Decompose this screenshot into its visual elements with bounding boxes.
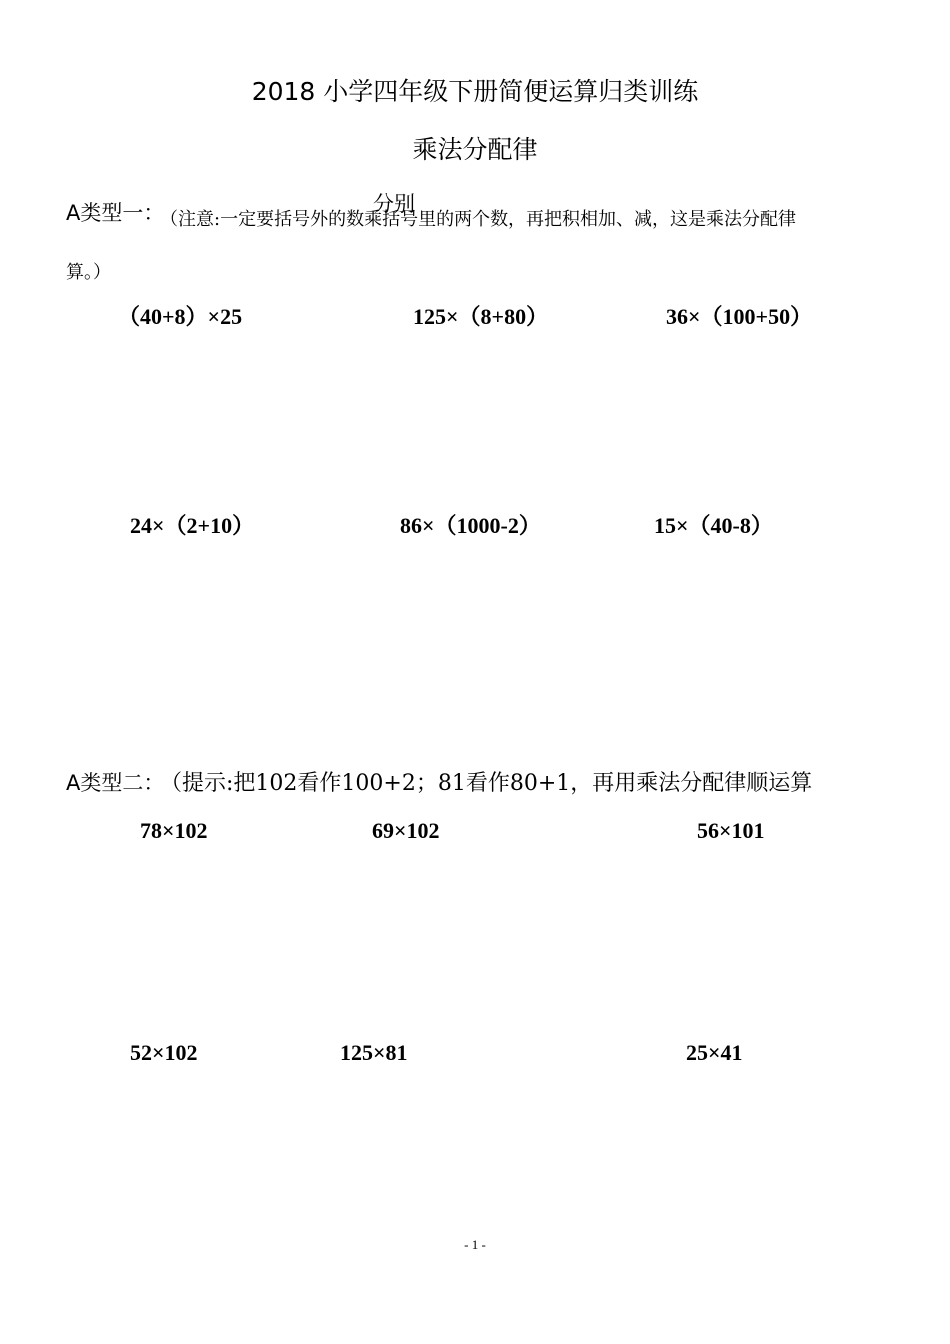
exercise-a2-2: 69×102: [372, 818, 440, 843]
exercise-a1-4: 24×（2+10）: [130, 513, 255, 538]
exercise-a1-2: 125×（8+80）: [413, 304, 549, 329]
exercise-a1-1: （40+8）×25: [118, 304, 243, 329]
page-title: 2018 小学四年级下册简便运算归类训练: [251, 77, 699, 106]
exercise-a2-6: 25×41: [686, 1040, 743, 1065]
exercise-a2-3: 56×101: [697, 818, 765, 843]
exercise-a1-3: 36×（100+50）: [666, 304, 813, 329]
page-number: - 1 -: [464, 1237, 486, 1252]
exercise-a2-5: 125×81: [340, 1040, 408, 1065]
section-a2-label: A类型二：: [66, 771, 165, 795]
page-subtitle: 乘法分配律: [412, 135, 538, 164]
section-a1-note-continued: 算。）: [66, 262, 111, 283]
section-a1-note: （注意:一定要括号外的数乘括号里的两个数，再把积相加、减，这是乘法分配律: [160, 209, 797, 230]
section-a1-label: A类型一：: [66, 201, 165, 225]
exercise-a2-4: 52×102: [130, 1040, 198, 1065]
exercise-a2-1: 78×102: [140, 818, 208, 843]
exercise-a1-6: 15×（40-8）: [654, 513, 773, 538]
section-a1-note-overlap: 分别: [373, 192, 415, 216]
section-a2-note: （提示:把102看作100+2；81看作80+1，再用乘法分配律顺运算: [160, 771, 813, 796]
exercise-a1-5: 86×（1000-2）: [400, 513, 541, 538]
